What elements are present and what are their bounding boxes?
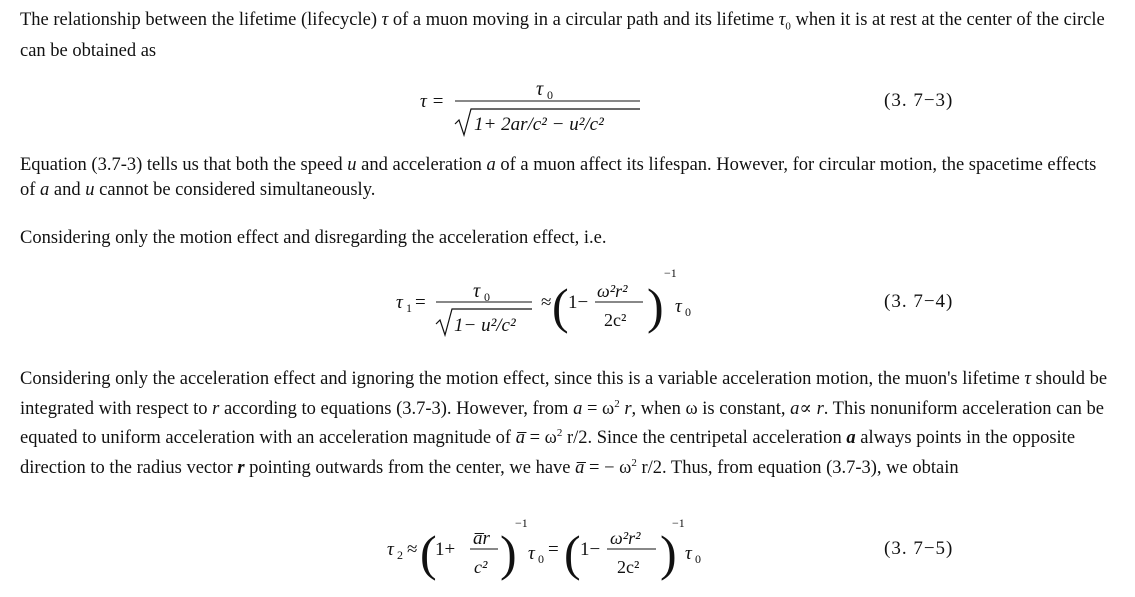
eq2-lhs-sub: 1 (406, 301, 412, 315)
eq1-denominator: 1+ 2ar/c² − u²/c² (474, 114, 604, 135)
equation-3-7-3 (420, 78, 640, 135)
eq3-one-minus: 1− (580, 539, 601, 560)
equation-number-3-7-3: (3. 7−3) (884, 90, 954, 111)
eq3-right-paren-1: ) (500, 525, 517, 581)
eq3-exponent-1: −1 (515, 516, 528, 530)
paragraph-motion-effect: Considering only the motion effect and disregarding the acceleration effect, i.e. (20, 228, 607, 248)
eq1-lhs: τ = (420, 91, 445, 112)
eq1-numerator: τ (536, 78, 544, 100)
eq2-numerator: τ (473, 280, 481, 302)
equation-number-3-7-4: (3. 7−4) (884, 291, 954, 312)
eq3-frac2-num: ω²r² (610, 528, 641, 548)
eq2-frac-den: 2c² (604, 310, 627, 330)
eq3-lhs-sub: 2 (397, 548, 403, 562)
eq2-tail-sub: 0 (685, 305, 691, 319)
eq3-mid: τ (528, 543, 535, 564)
eq1-numerator-sub: 0 (547, 88, 553, 102)
eq2-exponent: −1 (664, 266, 677, 280)
eq2-right-paren: ) (647, 278, 664, 334)
eq3-frac1-num: a̅r (473, 528, 490, 549)
eq3-left-paren-1: ( (420, 525, 437, 581)
eq3-approx: ≈ (407, 539, 418, 560)
equation-3-7-4 (396, 266, 691, 336)
eq2-tail: τ (675, 296, 682, 317)
eq3-mid-sub: 0 (538, 552, 544, 566)
eq2-one-minus: 1− (568, 292, 589, 313)
eq3-lhs: τ (387, 539, 394, 560)
eq2-left-paren: ( (552, 278, 569, 334)
eq3-frac1-den: c² (474, 557, 488, 577)
paragraph-speed-acceleration: Equation (3.7-3) tells us that both the speed u and acceleration a of a muon affect its lifespan. However, for circular motion, the spacetime effects of a and u cannot be considered simultaneously. (20, 155, 1097, 200)
eq3-tail-sub: 0 (695, 552, 701, 566)
eq3-tail: τ (685, 543, 692, 564)
eq2-frac-num: ω²r² (597, 281, 628, 301)
eq1-sqrt-sign (455, 109, 640, 135)
eq3-frac2-den: 2c² (617, 557, 640, 577)
eq3-exponent-2: −1 (672, 516, 685, 530)
equation-number-3-7-5: (3. 7−5) (884, 538, 954, 559)
eq2-equals: = (415, 292, 426, 313)
eq2-denominator: 1− u²/c² (454, 315, 516, 336)
eq3-right-paren-2: ) (660, 525, 677, 581)
eq3-equals: = (548, 539, 559, 560)
paragraph-acceleration-effect: Considering only the acceleration effect and ignoring the motion effect, since this is a variable acceleration motion, the muon's lifetime τ should be integrated with respect to r according to equations (3.7-3). However, from $a = \omega^2$ r, when ω is constant, a∝ r. This nonuniform acceleration can be equated to uniform acceleration with an acceleration magnitude of a̅ = $\omega^2$ r/2. Since the centripetal acceleration a always points in the opposite direction to the radius vector r pointing outwards from the center, we have a̅ = − $\omega^2$ r/2. Thus, from equation (3.7-3), we obtain (20, 369, 1108, 478)
eq3-left-paren-2: ( (564, 525, 581, 581)
eq2-approx: ≈ (541, 292, 552, 313)
eq3-one-plus: 1+ (435, 539, 456, 560)
eq2-numerator-sub: 0 (484, 290, 490, 304)
paragraph-intro: The relationship between the lifetime (lifecycle) τ of a muon moving in a circular path and its lifetime $\tau_0$ when it is at rest at the center of the circle can be obtained as (20, 10, 1105, 62)
equation-3-7-5 (387, 516, 701, 581)
eq2-sqrt-sign (436, 309, 532, 335)
eq2-lhs: τ (396, 292, 403, 313)
